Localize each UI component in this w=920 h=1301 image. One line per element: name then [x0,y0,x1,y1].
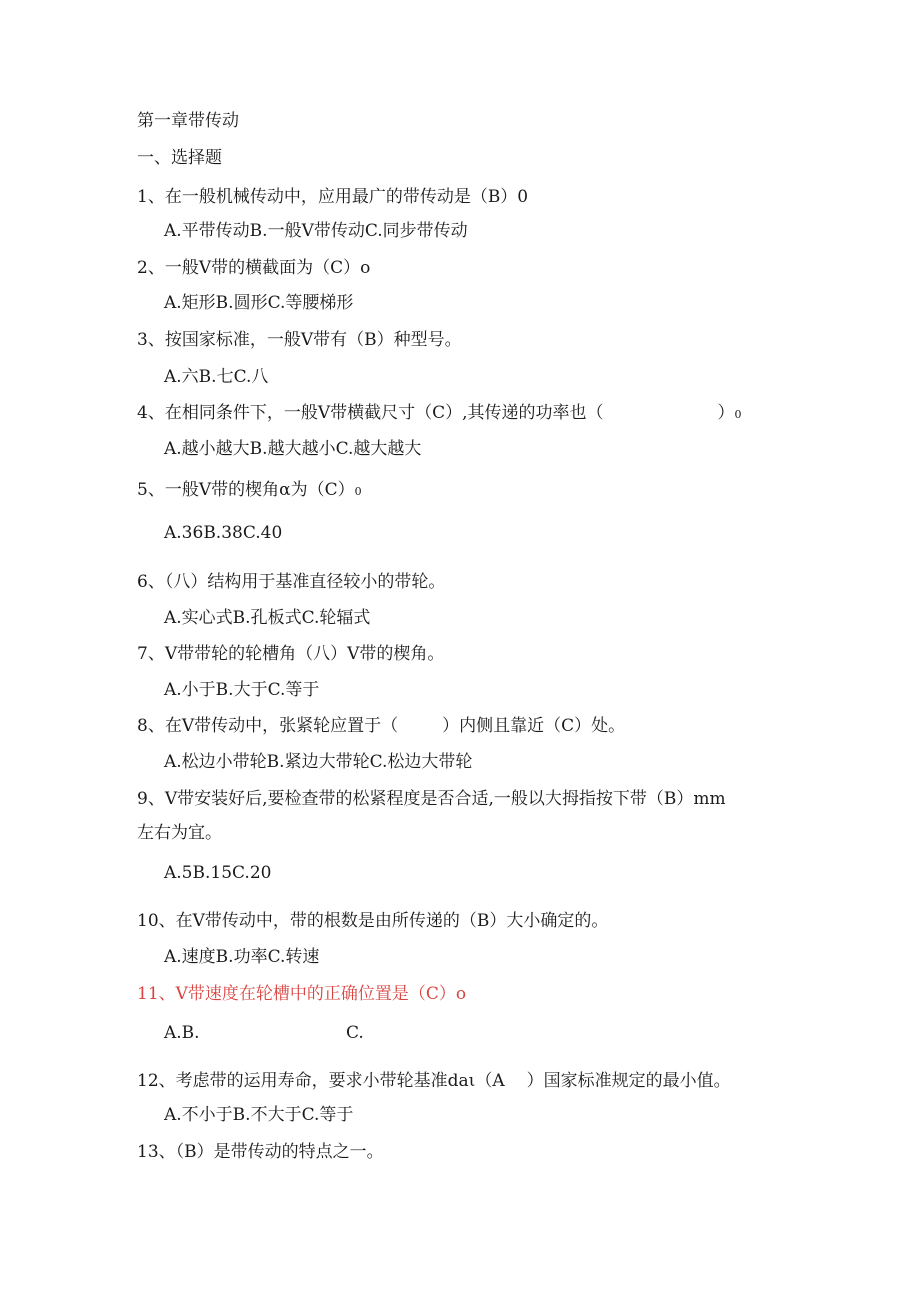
question-11-option-c: C. [346,1023,364,1043]
question-10: 10、在V带传动中，带的根数是由所传递的（B）大小确定的。 [137,911,609,931]
question-3-options: A.六B.七C.八 [164,367,269,387]
question-6-options: A.实心式B.孔板式C.轮辐式 [164,608,371,628]
question-4-text: 4、在相同条件下，一般V带横截尺寸（C）,其传递的功率也（ [137,403,604,423]
question-8-options: A.松边小带轮B.紧边大带轮C.松边大带轮 [164,752,473,772]
question-3: 3、按国家标准，一般V带有（B）种型号。 [137,330,462,350]
section-title: 一、选择题 [137,148,222,168]
question-2: 2、一般V带的横截面为（C）o [137,258,371,278]
question-8-text-b: ）内侧且靠近（C）处。 [442,716,626,736]
question-11-option-ab: A.B. [164,1023,200,1043]
question-5-mark: 0 [354,485,362,498]
question-12-options: A.不小于B.不大于C.等于 [164,1105,354,1125]
question-13: 13、（B）是带传动的特点之一。 [137,1142,384,1162]
question-9-options: A.5B.15C.20 [164,863,272,883]
question-2-options: A.矩形B.圆形C.等腰梯形 [164,293,354,313]
question-5 [137,479,362,503]
question-12 [137,1070,731,1092]
question-4-closing: ） [717,403,735,423]
question-8-text-a: 8、在V带传动中，张紧轮应置于（ [137,716,399,736]
question-5-options: A.36B.38C.40 [164,523,283,543]
question-4-mark: 0 [734,408,742,421]
question-9-line-1: 9、V带安装好后,要检查带的松紧程度是否合适,一般以大拇指按下带（B）mm [137,789,726,809]
question-7: 7、V带带轮的轮槽角（八）V带的楔角。 [137,644,445,664]
question-12-text-a: 12、考虑带的运用寿命，要求小带轮基准daι（A [137,1071,505,1091]
question-5-text: 5、一般V带的楔角α为（C） [137,480,355,500]
question-1: 1、在一般机械传动中，应用最广的带传动是（B）0 [137,187,529,207]
question-8 [137,715,625,737]
question-4 [137,402,742,426]
question-7-options: A.小于B.大于C.等于 [164,680,320,700]
question-10-options: A.速度B.功率C.转速 [164,947,320,967]
question-12-text-b: ）国家标准规定的最小值。 [526,1071,731,1091]
chapter-title: 第一章带传动 [137,111,239,131]
question-6: 6、（八）结构用于基准直径较小的带轮。 [137,572,446,592]
question-1-options: A.平带传动B.一般V带传动C.同步带传动 [164,221,468,241]
question-11: 11、V带速度在轮槽中的正确位置是（C）o [137,984,467,1004]
question-4-options: A.越小越大B.越大越小C.越大越大 [164,439,422,459]
question-9-line-2: 左右为宜。 [137,823,222,843]
